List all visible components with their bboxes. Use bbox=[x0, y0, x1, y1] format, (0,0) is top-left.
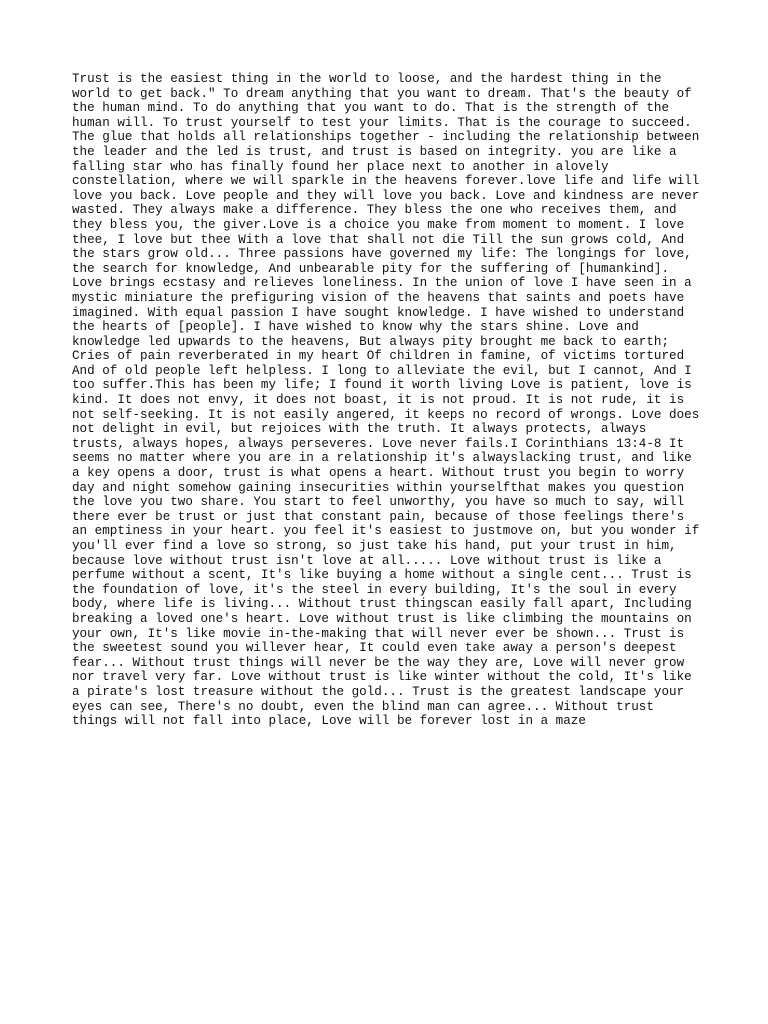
text-line: not delight in evil, but rejoices with the truth. It always protects, always bbox=[72, 422, 647, 437]
text-line: the love you two share. You start to feel unworthy, you have so much to say, will bbox=[72, 495, 685, 510]
text-line: things will not fall into place, Love will be forever lost in a maze bbox=[72, 714, 586, 729]
text-line: Love brings ecstasy and relieves loneliness. In the union of love I have seen in a bbox=[72, 276, 692, 291]
text-line: because love without trust isn't love at all..... Love without trust is like a bbox=[72, 553, 662, 568]
text-line: the leader and the led is trust, and trust is based on integrity. you are like a bbox=[72, 144, 677, 159]
body-text bbox=[72, 72, 712, 729]
text-line: falling star who has finally found her place next to another in alovely bbox=[72, 159, 609, 174]
text-line: human will. To trust yourself to test your limits. That is the courage to succeed. bbox=[72, 115, 692, 130]
text-line: a key opens a door, trust is what opens a heart. Without trust you begin to worry bbox=[72, 466, 685, 481]
text-line: too suffer.This has been my life; I found it worth living Love is patient, love is bbox=[72, 378, 692, 393]
text-line: trusts, always hopes, always perseveres. Love never fails.I Corinthians 13:4-8 It bbox=[72, 436, 685, 451]
text-line: knowledge led upwards to the heavens, But always pity brought me back to earth; bbox=[72, 334, 670, 349]
text-line: a pirate's lost treasure without the gold... Trust is the greatest landscape your bbox=[72, 684, 685, 699]
text-line: love you back. Love people and they will love you back. Love and kindness are never bbox=[72, 188, 700, 203]
text-line: nor travel very far. Love without trust is like winter without the cold, It's like bbox=[72, 670, 692, 685]
text-line: Trust is the easiest thing in the world to loose, and the hardest thing in the bbox=[72, 72, 662, 86]
text-line: an emptiness in your heart. you feel it's easiest to justmove on, but you wonder if bbox=[72, 524, 700, 539]
text-line: they bless you, the giver.Love is a choice you make from moment to moment. I love bbox=[72, 217, 685, 232]
text-line: your own, It's like movie in-the-making that will never ever be shown... Trust is bbox=[72, 626, 685, 641]
text-line: fear... Without trust things will never be the way they are, Love will never grow bbox=[72, 655, 685, 670]
text-line: the foundation of love, it's the steel in every building, It's the soul in every bbox=[72, 582, 677, 597]
text-line: The glue that holds all relationships together - including the relationship between bbox=[72, 130, 700, 145]
text-line: body, where life is living... Without trust thingscan easily fall apart, Including bbox=[72, 597, 692, 612]
text-line: kind. It does not envy, it does not boast, it is not proud. It is not rude, it is bbox=[72, 393, 685, 408]
text-line: And of old people left helpless. I long to alleviate the evil, but I cannot, And I bbox=[72, 363, 692, 378]
text-line: Cries of pain reverberated in my heart Of children in famine, of victims tortured bbox=[72, 349, 685, 364]
text-line: breaking a loved one's heart. Love without trust is like climbing the mountains on bbox=[72, 611, 692, 626]
text-line: wasted. They always make a difference. They bless the one who receives them, and bbox=[72, 203, 677, 218]
text-line: day and night somehow gaining insecurities within yourselfthat makes you question bbox=[72, 480, 685, 495]
text-line: constellation, where we will sparkle in the heavens forever.love life and life will bbox=[72, 174, 700, 189]
text-line: there ever be trust or just that constant pain, because of those feelings there's bbox=[72, 509, 685, 524]
text-line: seems no matter where you are in a relationship it's alwayslacking trust, and like bbox=[72, 451, 692, 466]
text-line: not self-seeking. It is not easily angered, it keeps no record of wrongs. Love does bbox=[72, 407, 700, 422]
text-line: world to get back." To dream anything that you want to dream. That's the beauty of bbox=[72, 86, 692, 101]
text-line: imagined. With equal passion I have sought knowledge. I have wished to understand bbox=[72, 305, 685, 320]
text-line: the sweetest sound you willever hear, It could even take away a person's deepest bbox=[72, 641, 677, 656]
text-line: you'll ever find a love so strong, so just take his hand, put your trust in him, bbox=[72, 539, 677, 553]
text-line: the hearts of [people]. I have wished to know why the stars shine. Love and bbox=[72, 320, 639, 335]
text-line: mystic miniature the prefiguring vision of the heavens that saints and poets have bbox=[72, 290, 685, 305]
text-line: the search for knowledge, And unbearable pity for the suffering of [humankind]. bbox=[72, 261, 670, 276]
text-line: the stars grow old... Three passions have governed my life: The longings for love, bbox=[72, 247, 692, 262]
text-line: perfume without a scent, It's like buying a home without a single cent... Trust is bbox=[72, 568, 692, 583]
text-line: the human mind. To do anything that you want to do. That is the strength of the bbox=[72, 101, 670, 116]
text-line: eyes can see, There's no doubt, even the blind man can agree... Without trust bbox=[72, 699, 654, 714]
text-line: thee, I love but thee With a love that shall not die Till the sun grows cold, And bbox=[72, 232, 685, 247]
